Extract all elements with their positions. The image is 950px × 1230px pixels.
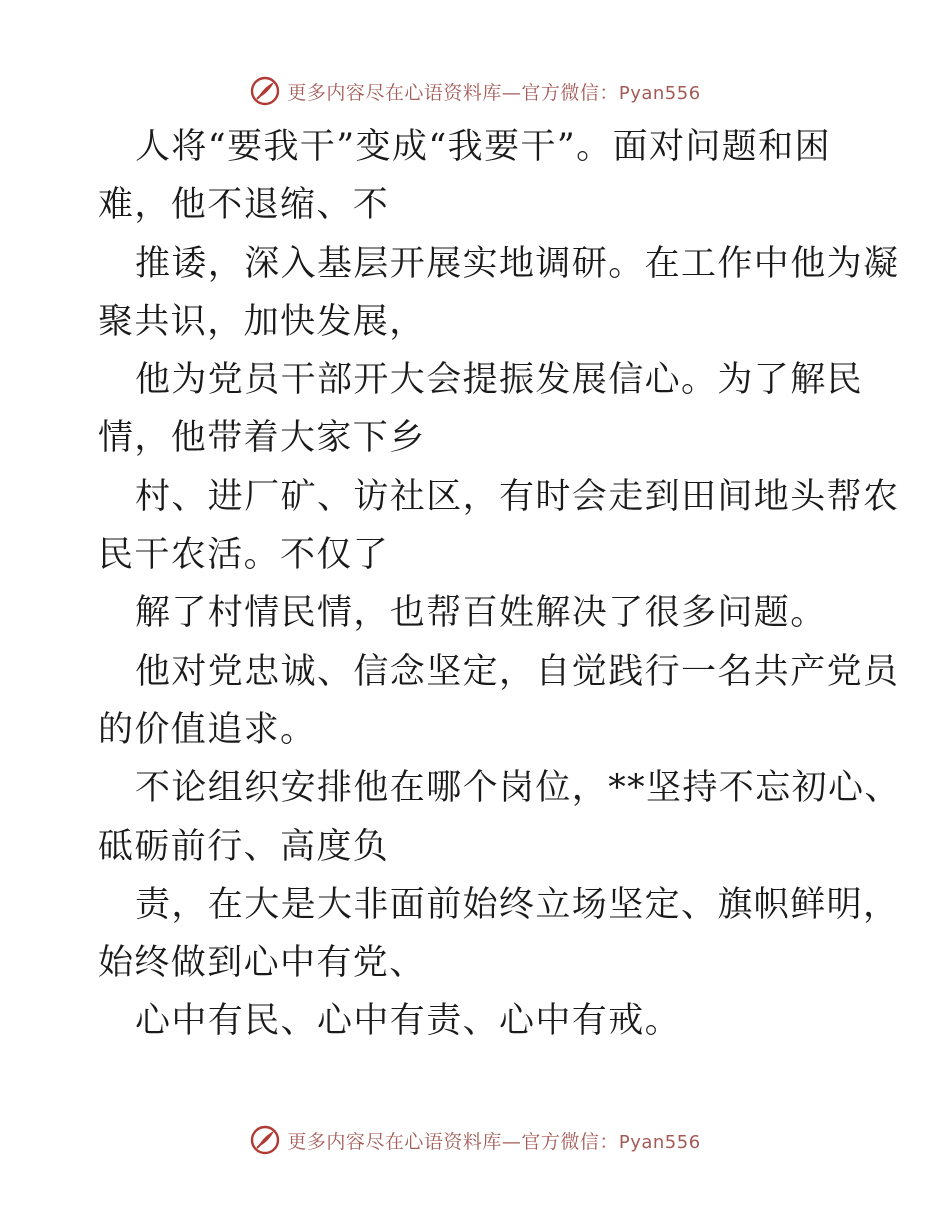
quill-logo-icon bbox=[249, 75, 281, 107]
text-line: 责，在大是大非面前始终立场坚定、旗帜鲜明， bbox=[135, 884, 900, 925]
banner-official-label: 官方微信： bbox=[521, 81, 619, 104]
text-line: 民干农活。不仅了 bbox=[98, 535, 390, 576]
text-line: 聚共识，加快发展， bbox=[98, 301, 426, 342]
text-line: 人将“要我干”变成“我要干”。面对问题和困 bbox=[135, 127, 831, 167]
text-line: 不论组织安排他在哪个岗位，**坚持不忘初心、 bbox=[135, 768, 901, 809]
header-banner bbox=[0, 71, 950, 111]
banner-dash: — bbox=[501, 81, 522, 104]
banner-text bbox=[287, 1127, 700, 1154]
text-line: 他为党员干部开大会提振发展信心。为了解民 bbox=[135, 360, 864, 401]
text-line: 心中有民、心中有责、心中有戒。 bbox=[135, 1001, 682, 1042]
text-line: 情，他带着大家下乡 bbox=[98, 418, 426, 459]
text-line: 的价值追求。 bbox=[98, 709, 317, 750]
text-line: 难，他不退缩、不 bbox=[98, 185, 390, 226]
banner-wechat-id: Pyan556 bbox=[618, 1131, 701, 1153]
quill-logo-icon bbox=[249, 1124, 281, 1156]
document-body bbox=[98, 118, 901, 1051]
banner-official-label: 官方微信： bbox=[521, 1130, 619, 1153]
text-line: 砥砺前行、高度负 bbox=[98, 826, 390, 867]
banner-main-text: 更多内容尽在心语资料库 bbox=[287, 81, 502, 104]
text-line: 村、进厂矿、访社区，有时会走到田间地头帮农 bbox=[135, 476, 900, 517]
banner-wechat-id: Pyan556 bbox=[618, 82, 701, 104]
text-line: 他对党忠诚、信念坚定，自觉践行一名共产党员 bbox=[135, 651, 900, 692]
banner-main-text: 更多内容尽在心语资料库 bbox=[287, 1130, 502, 1153]
text-line: 推诿，深入基层开展实地调研。在工作中他为凝 bbox=[135, 243, 900, 284]
banner-dash: — bbox=[501, 1130, 522, 1153]
footer-banner bbox=[0, 1120, 950, 1160]
text-line: 始终做到心中有党、 bbox=[98, 943, 426, 984]
text-line: 解了村情民情，也帮百姓解决了很多问题。 bbox=[135, 593, 827, 634]
banner-text bbox=[287, 78, 700, 105]
